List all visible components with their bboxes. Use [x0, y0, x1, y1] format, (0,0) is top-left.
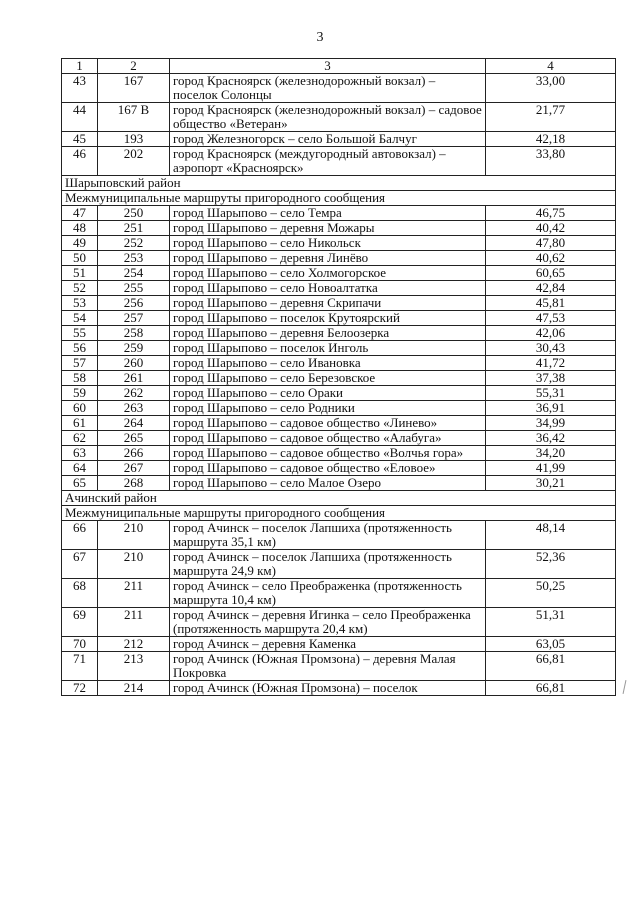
section-row	[62, 176, 616, 191]
route-description: город Шарыпово – село Родники	[170, 401, 486, 416]
route-description: город Шарыпово – поселок Крутоярский	[170, 311, 486, 326]
route-code: 257	[98, 311, 170, 326]
route-description: город Шарыпово – деревня Белоозерка	[170, 326, 486, 341]
row-number: 56	[62, 341, 98, 356]
route-code: 252	[98, 236, 170, 251]
route-price: 21,77	[486, 103, 616, 132]
route-code: 264	[98, 416, 170, 431]
route-price: 40,62	[486, 251, 616, 266]
page-number: 3	[316, 30, 324, 45]
route-code: 210	[98, 550, 170, 579]
route-description: город Шарыпово – село Ивановка	[170, 356, 486, 371]
route-description: город Шарыпово – село Ораки	[170, 386, 486, 401]
row-number: 60	[62, 401, 98, 416]
route-price: 50,25	[486, 579, 616, 608]
route-code: 213	[98, 652, 170, 681]
route-description: город Шарыпово – село Березовское	[170, 371, 486, 386]
route-description: город Шарыпово – село Темра	[170, 206, 486, 221]
header-col-1: 1	[62, 59, 98, 74]
route-code: 167	[98, 74, 170, 103]
route-description: город Шарыпово – деревня Можары	[170, 221, 486, 236]
table-row	[62, 608, 616, 637]
route-description: город Ачинск – деревня Каменка	[170, 637, 486, 652]
route-price: 41,72	[486, 356, 616, 371]
route-price: 48,14	[486, 521, 616, 550]
section-row	[62, 506, 616, 521]
route-code: 267	[98, 461, 170, 476]
route-description: город Ачинск – поселок Лапшиха (протяженность маршрута 35,1 км)	[170, 521, 486, 550]
route-price: 41,99	[486, 461, 616, 476]
table-row	[62, 341, 616, 356]
route-price: 47,80	[486, 236, 616, 251]
table-row	[62, 476, 616, 491]
routes-table	[61, 58, 616, 696]
route-price: 60,65	[486, 266, 616, 281]
route-code: 265	[98, 431, 170, 446]
table-row	[62, 521, 616, 550]
table-row	[62, 356, 616, 371]
table-row	[62, 147, 616, 176]
header-col-4: 4	[486, 59, 616, 74]
route-code: 262	[98, 386, 170, 401]
table-row	[62, 681, 616, 696]
route-code: 251	[98, 221, 170, 236]
route-description: город Ачинск – поселок Лапшиха (протяженность маршрута 24,9 км)	[170, 550, 486, 579]
row-number: 51	[62, 266, 98, 281]
section-title: Межмуниципальные маршруты пригородного сообщения	[62, 506, 616, 521]
route-description: город Шарыпово – деревня Скрипачи	[170, 296, 486, 311]
route-price: 42,06	[486, 326, 616, 341]
route-price: 34,99	[486, 416, 616, 431]
row-number: 64	[62, 461, 98, 476]
section-title: Ачинский район	[62, 491, 616, 506]
route-price: 34,20	[486, 446, 616, 461]
route-price: 52,36	[486, 550, 616, 579]
row-number: 57	[62, 356, 98, 371]
route-description: город Шарыпово – село Никольск	[170, 236, 486, 251]
table-row	[62, 371, 616, 386]
row-number: 62	[62, 431, 98, 446]
route-description: город Шарыпово – поселок Инголь	[170, 341, 486, 356]
route-code: 254	[98, 266, 170, 281]
route-code: 214	[98, 681, 170, 696]
route-code: 211	[98, 608, 170, 637]
row-number: 61	[62, 416, 98, 431]
route-price: 47,53	[486, 311, 616, 326]
route-code: 268	[98, 476, 170, 491]
route-code: 266	[98, 446, 170, 461]
row-number: 45	[62, 132, 98, 147]
row-number: 66	[62, 521, 98, 550]
table-row	[62, 416, 616, 431]
table-row	[62, 446, 616, 461]
route-code: 193	[98, 132, 170, 147]
section-title: Шарыповский район	[62, 176, 616, 191]
route-code: 211	[98, 579, 170, 608]
route-description: город Шарыпово – садовое общество «Еловое»	[170, 461, 486, 476]
section-title: Межмуниципальные маршруты пригородного сообщения	[62, 191, 616, 206]
route-description: город Шарыпово – садовое общество «Волчья гора»	[170, 446, 486, 461]
header-col-2: 2	[98, 59, 170, 74]
row-number: 49	[62, 236, 98, 251]
route-price: 66,81	[486, 681, 616, 696]
route-price: 30,21	[486, 476, 616, 491]
table-row	[62, 461, 616, 476]
route-description: город Шарыпово – садовое общество «Линево»	[170, 416, 486, 431]
route-description: город Шарыпово – село Малое Озеро	[170, 476, 486, 491]
table-row	[62, 386, 616, 401]
route-price: 36,42	[486, 431, 616, 446]
table-row	[62, 401, 616, 416]
row-number: 70	[62, 637, 98, 652]
row-number: 65	[62, 476, 98, 491]
row-number: 69	[62, 608, 98, 637]
route-price: 33,00	[486, 74, 616, 103]
route-description: город Шарыпово – садовое общество «Алабуга»	[170, 431, 486, 446]
route-price: 42,84	[486, 281, 616, 296]
route-description: город Железногорск – село Большой Балчуг	[170, 132, 486, 147]
table-row	[62, 550, 616, 579]
route-description: город Ачинск (Южная Промзона) – деревня Малая Покровка	[170, 652, 486, 681]
route-price: 40,42	[486, 221, 616, 236]
route-description: город Ачинск – деревня Игинка – село Преображенка (протяженность маршрута 20,4 км)	[170, 608, 486, 637]
route-price: 46,75	[486, 206, 616, 221]
table-row	[62, 637, 616, 652]
route-code: 258	[98, 326, 170, 341]
route-price: 66,81	[486, 652, 616, 681]
row-number: 47	[62, 206, 98, 221]
table-row	[62, 311, 616, 326]
row-number: 55	[62, 326, 98, 341]
table-row	[62, 236, 616, 251]
section-row	[62, 191, 616, 206]
route-description: город Шарыпово – деревня Линёво	[170, 251, 486, 266]
route-price: 42,18	[486, 132, 616, 147]
table-row	[62, 221, 616, 236]
row-number: 44	[62, 103, 98, 132]
table-row	[62, 579, 616, 608]
route-price: 63,05	[486, 637, 616, 652]
header-col-3: 3	[170, 59, 486, 74]
row-number: 54	[62, 311, 98, 326]
route-price: 51,31	[486, 608, 616, 637]
route-code: 255	[98, 281, 170, 296]
table-row	[62, 251, 616, 266]
table-row	[62, 296, 616, 311]
route-description: город Ачинск – село Преображенка (протяженность маршрута 10,4 км)	[170, 579, 486, 608]
route-code: 259	[98, 341, 170, 356]
route-price: 55,31	[486, 386, 616, 401]
row-number: 43	[62, 74, 98, 103]
route-description: город Шарыпово – село Новоалтатка	[170, 281, 486, 296]
scan-artifact-mark	[623, 680, 627, 694]
route-code: 261	[98, 371, 170, 386]
route-code: 253	[98, 251, 170, 266]
route-price: 37,38	[486, 371, 616, 386]
route-price: 36,91	[486, 401, 616, 416]
route-code: 167 В	[98, 103, 170, 132]
table-row	[62, 431, 616, 446]
route-description: город Ачинск (Южная Промзона) – поселок	[170, 681, 486, 696]
table-row	[62, 103, 616, 132]
header-row	[62, 59, 616, 74]
row-number: 50	[62, 251, 98, 266]
table-row	[62, 266, 616, 281]
route-price: 33,80	[486, 147, 616, 176]
table-row	[62, 326, 616, 341]
table-row	[62, 652, 616, 681]
row-number: 72	[62, 681, 98, 696]
table-row	[62, 206, 616, 221]
row-number: 53	[62, 296, 98, 311]
route-code: 260	[98, 356, 170, 371]
section-row	[62, 491, 616, 506]
route-description: город Шарыпово – село Холмогорское	[170, 266, 486, 281]
row-number: 63	[62, 446, 98, 461]
route-code: 263	[98, 401, 170, 416]
routes-table-body	[62, 59, 616, 696]
route-price: 45,81	[486, 296, 616, 311]
table-row	[62, 281, 616, 296]
route-description: город Красноярск (железнодорожный вокзал) – поселок Солонцы	[170, 74, 486, 103]
row-number: 67	[62, 550, 98, 579]
table-row	[62, 132, 616, 147]
table-row	[62, 74, 616, 103]
row-number: 48	[62, 221, 98, 236]
row-number: 52	[62, 281, 98, 296]
row-number: 58	[62, 371, 98, 386]
route-description: город Красноярск (междугородный автовокзал) – аэропорт «Красноярск»	[170, 147, 486, 176]
route-code: 212	[98, 637, 170, 652]
row-number: 68	[62, 579, 98, 608]
row-number: 71	[62, 652, 98, 681]
route-code: 250	[98, 206, 170, 221]
row-number: 59	[62, 386, 98, 401]
row-number: 46	[62, 147, 98, 176]
route-code: 256	[98, 296, 170, 311]
route-code: 202	[98, 147, 170, 176]
route-price: 30,43	[486, 341, 616, 356]
route-description: город Красноярск (железнодорожный вокзал) – садовое общество «Ветеран»	[170, 103, 486, 132]
route-code: 210	[98, 521, 170, 550]
